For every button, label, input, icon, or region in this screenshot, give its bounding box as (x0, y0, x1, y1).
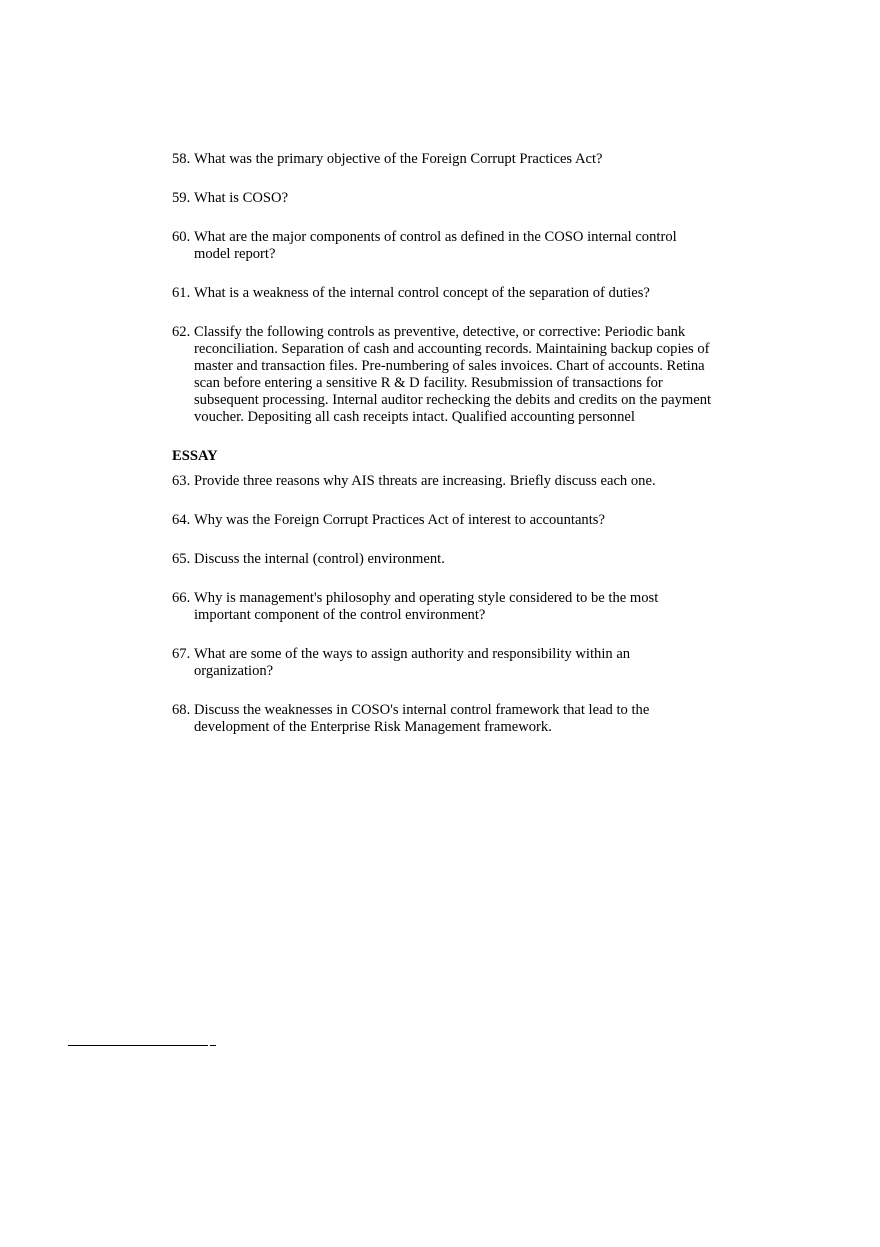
question-66 (172, 590, 692, 624)
question-text: Why is management's philosophy and operating style considered to be the most important component of the control environment? (194, 590, 659, 623)
question-number: 58. (172, 151, 191, 167)
question-number: 60. (172, 229, 191, 245)
question-text: What is a weakness of the internal control concept of the separation of duties? (194, 285, 650, 301)
question-number: 66. (172, 590, 191, 606)
question-text: What are the major components of control as defined in the COSO internal control model report? (194, 229, 677, 262)
question-63 (172, 473, 732, 490)
question-58 (172, 151, 732, 168)
question-number: 59. (172, 190, 191, 206)
question-text: What was the primary objective of the Foreign Corrupt Practices Act? (194, 151, 603, 167)
question-number: 62. (172, 324, 191, 340)
question-text: Provide three reasons why AIS threats are increasing. Briefly discuss each one. (194, 473, 656, 489)
question-68 (172, 702, 682, 736)
question-64 (172, 512, 732, 529)
question-number: 68. (172, 702, 191, 718)
question-number: 63. (172, 473, 191, 489)
question-59 (172, 190, 732, 207)
footnote-rule (68, 1045, 208, 1046)
question-text: Why was the Foreign Corrupt Practices Act of interest to accountants? (194, 512, 605, 528)
question-text: What are some of the ways to assign authority and responsibility within an organization? (194, 646, 631, 679)
question-number: 64. (172, 512, 191, 528)
footnote-dash (210, 1045, 216, 1046)
question-number: 65. (172, 551, 191, 567)
question-67 (172, 646, 672, 680)
question-number: 61. (172, 285, 191, 301)
question-text: Classify the following controls as preventive, detective, or corrective: Periodic bank reconciliation. Separation of cash and accounting records. Maintaining backup copies of master and transaction files. Pre-numbering of sales invoices. Chart of accounts. Retina scan before entering a sensitive R & D facility. Resubmission of transactions for subsequent processing. Internal auditor rechecking the debits and credits on the payment voucher. Depositing all cash receipts intact. Qualified accounting personnel (194, 324, 712, 425)
question-number: 67. (172, 646, 191, 662)
essay-heading: ESSAY (172, 448, 218, 464)
question-62 (172, 324, 717, 426)
question-text: Discuss the weaknesses in COSO's internal control framework that lead to the development of the Enterprise Risk Management framework. (194, 702, 650, 735)
question-60 (172, 229, 702, 263)
question-text: What is COSO? (194, 190, 289, 206)
question-61 (172, 285, 732, 302)
question-text: Discuss the internal (control) environment. (194, 551, 445, 567)
question-65 (172, 551, 732, 568)
